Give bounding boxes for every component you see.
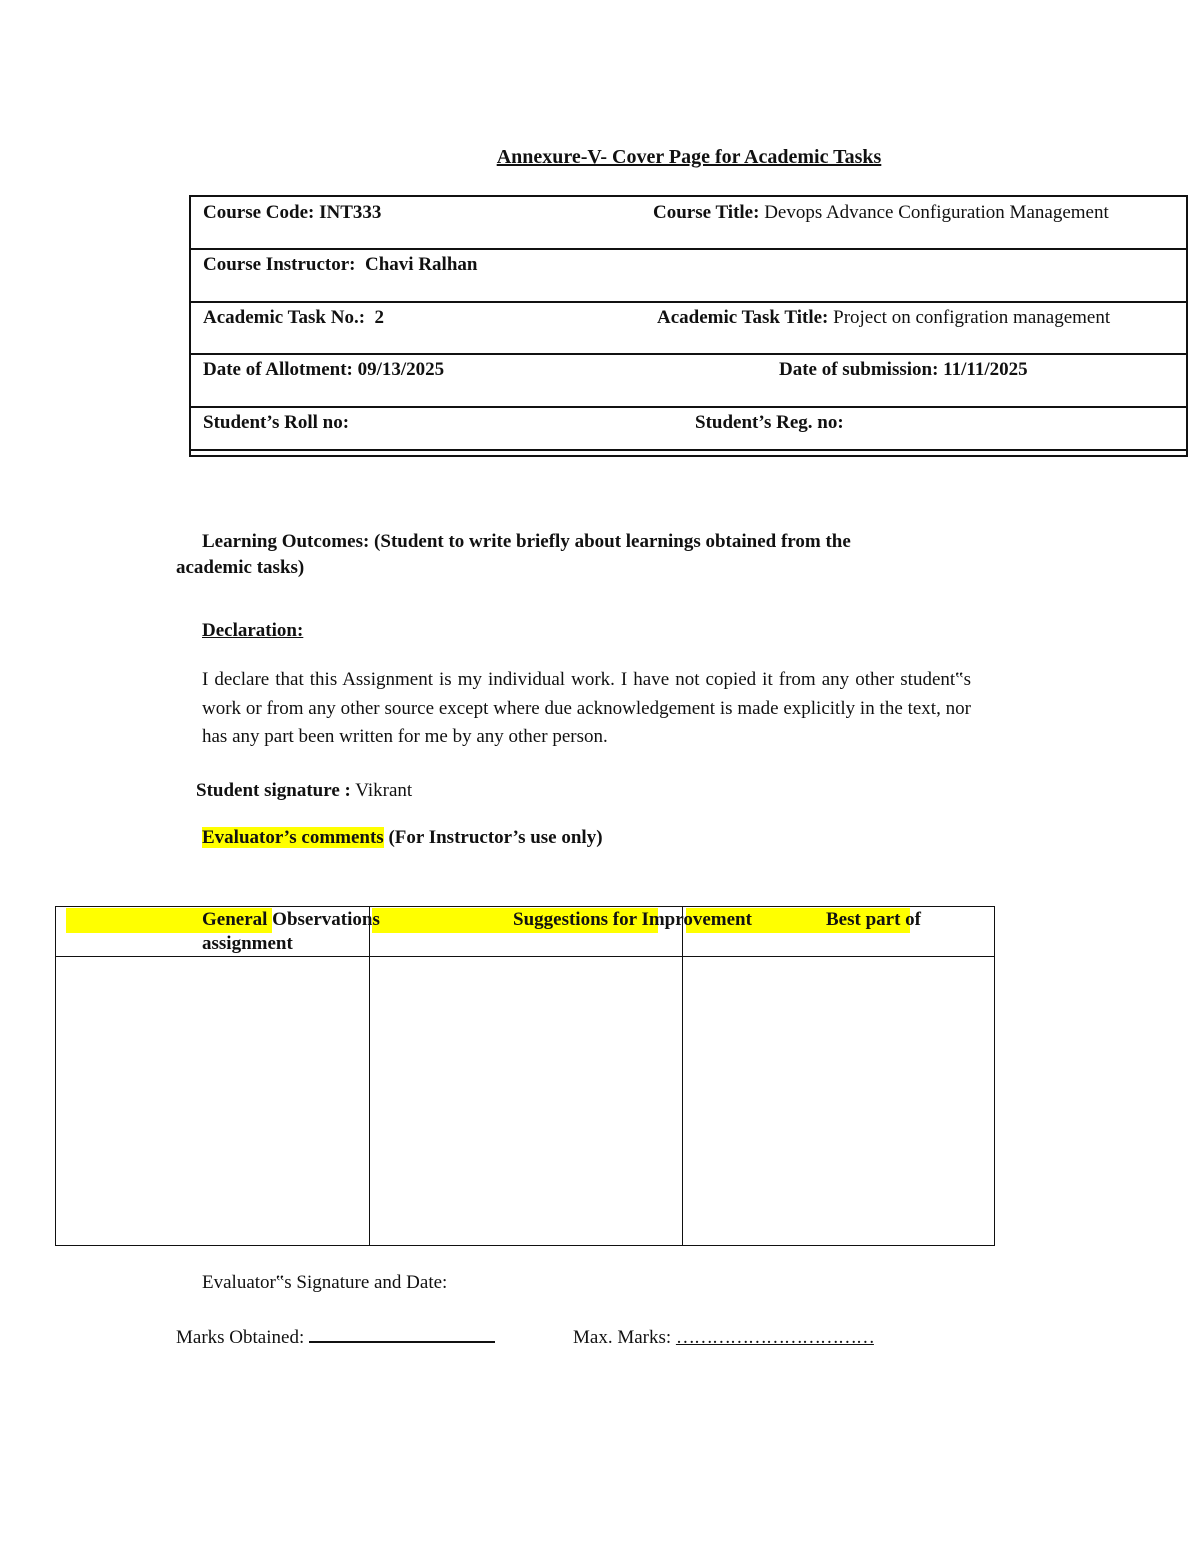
task-no-label: Academic Task No.:: [203, 307, 366, 328]
declaration-heading: Declaration:: [202, 620, 304, 641]
allotment-label: Date of Allotment:: [203, 359, 353, 380]
col-general-observations-wrap: assignment: [202, 933, 293, 954]
course-instructor-label: Course Instructor:: [203, 254, 356, 275]
student-roll-no-label: Student’s Roll no:: [203, 412, 350, 433]
course-instructor: [203, 254, 477, 276]
date-of-submission: [779, 359, 1028, 381]
marks-obtained-label: Marks Obtained:: [176, 1327, 305, 1348]
course-code: [203, 202, 381, 224]
row-divider: [191, 449, 1186, 451]
course-code-label: Course Code:: [203, 202, 315, 223]
date-of-allotment: [203, 359, 444, 381]
student-signature-value: Vikrant: [355, 780, 413, 801]
task-title-label: Academic Task Title:: [657, 307, 829, 328]
academic-task-no: [203, 307, 384, 329]
course-info-table: [189, 195, 1188, 457]
course-title-value: Devops Advance Configuration Management: [764, 202, 1109, 223]
col-general-observations: General Observations: [202, 909, 380, 930]
row-divider: [191, 248, 1186, 250]
submission-label: Date of submission:: [779, 359, 939, 380]
submission-value: 11/11/2025: [943, 359, 1028, 380]
evaluator-comments: [202, 827, 603, 849]
col-best-part: Best part of: [826, 909, 921, 930]
max-marks-dots: ……………………………: [675, 1327, 874, 1348]
academic-task-title: [657, 307, 1110, 329]
marks-obtained: [176, 1327, 495, 1349]
document-title: Annexure-V- Cover Page for Academic Tasks: [496, 146, 882, 168]
student-reg-no-label: Student’s Reg. no:: [695, 412, 844, 433]
course-title: [653, 202, 1109, 224]
course-code-value: INT333: [319, 202, 382, 223]
max-marks-label: Max. Marks:: [573, 1327, 672, 1348]
row-divider: [191, 406, 1186, 408]
learning-outcomes-label: Learning Outcomes:: [202, 531, 370, 552]
task-no-value: 2: [374, 307, 385, 328]
row-divider: [191, 353, 1186, 355]
learning-outcomes-line2: academic tasks): [176, 557, 305, 578]
evaluator-comments-heading: Evaluator’s comments: [202, 827, 384, 848]
col-suggestions: Suggestions for Improvement: [513, 909, 752, 930]
task-title-value: Project on configration management: [833, 307, 1111, 328]
column-divider: [682, 907, 683, 1245]
student-signature: [196, 780, 412, 802]
course-instructor-value: Chavi Ralhan: [365, 254, 478, 275]
declaration-text: I declare that this Assignment is my individual work. I have not copied it from any other student‟s work or from any other source except where due acknowledgement is made explicitly in the text, nor has any part been written for me by any other person.: [202, 669, 971, 747]
evaluator-comments-note: (For Instructor’s use only): [388, 827, 603, 848]
column-divider: [369, 907, 370, 1245]
allotment-value: 09/13/2025: [357, 359, 445, 380]
learning-outcomes-line1: (Student to write briefly about learnings obtained from the: [374, 531, 851, 552]
learning-outcomes: [202, 531, 851, 553]
row-divider: [191, 301, 1186, 303]
student-signature-label: Student signature :: [196, 780, 351, 801]
evaluator-signature-date: Evaluator‟s Signature and Date:: [202, 1272, 448, 1293]
course-title-label: Course Title:: [653, 202, 760, 223]
marks-obtained-line: [309, 1340, 495, 1343]
evaluator-table: [55, 906, 995, 1246]
header-divider: [56, 956, 994, 957]
max-marks: [573, 1327, 874, 1349]
